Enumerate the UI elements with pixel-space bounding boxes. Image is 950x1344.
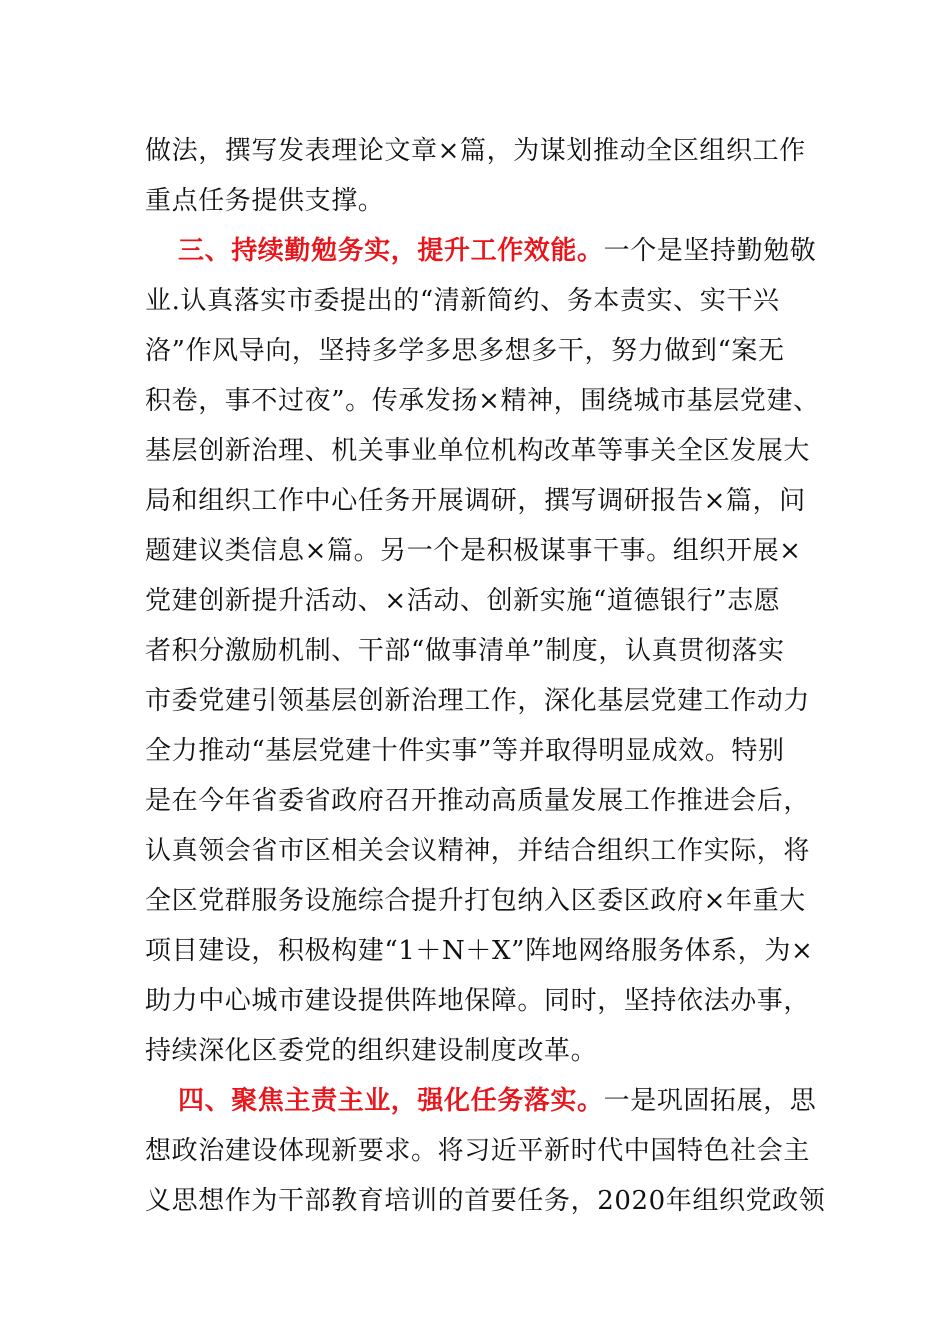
body-line: 义思想作为干部教育培训的首要任务，2020年组织党政领 [145, 1186, 826, 1216]
body-line: 项目建设，积极构建“1＋N＋X”阵地网络服务体系，为× [145, 936, 814, 966]
body-line: 局和组织工作中心任务开展调研，撰写调研报告×篇，问 [145, 486, 806, 516]
body-line: 积卷，事不过夜”。传承发扬×精神，围绕城市基层党建、 [145, 386, 820, 416]
body-line: 业.认真落实市委提出的“清新简约、务本责实、实干兴 [145, 286, 780, 316]
body-line: 党建创新提升活动、×活动、创新实施“道德银行”志愿 [145, 586, 781, 616]
section-3-lead-text: 一个是坚持勤勉敬 [603, 236, 817, 266]
body-line: 做法，撰写发表理论文章×篇，为谋划推动全区组织工作 [145, 136, 806, 166]
body-line: 想政治建设体现新要求。将习近平新时代中国特色社会主 [145, 1136, 811, 1166]
body-line: 市委党建引领基层创新治理工作，深化基层党建工作动力 [145, 686, 811, 716]
section-3-line [178, 231, 825, 271]
section-4-line [178, 1081, 825, 1121]
body-line: 基层创新治理、机关事业单位机构改革等事关全区发展大 [145, 436, 811, 466]
body-line: 重点任务提供支撑。 [145, 186, 385, 216]
body-line: 者积分激励机制、干部“做事清单”制度，认真贯彻落实 [145, 636, 785, 666]
section-4-lead-text: 一是巩固拓展，思 [603, 1086, 817, 1116]
section-4-heading: 四、聚焦主责主业，强化任务落实。 [178, 1086, 604, 1116]
body-line: 认真领会省市区相关会议精神，并结合组织工作实际，将 [145, 836, 811, 866]
body-line: 是在今年省委省政府召开推动高质量发展工作推进会后， [145, 786, 811, 816]
body-line: 持续深化区委党的组织建设制度改革。 [145, 1036, 598, 1066]
body-line: 助力中心城市建设提供阵地保障。同时，坚持依法办事， [145, 986, 811, 1016]
body-line: 全力推动“基层党建十件实事”等并取得明显成效。特别 [145, 736, 785, 766]
body-line: 题建议类信息×篇。另一个是积极谋事干事。组织开展× [145, 536, 802, 566]
body-line: 全区党群服务设施综合提升打包纳入区委区政府×年重大 [145, 886, 806, 916]
body-line: 洛”作风导向，坚持多学多思多想多干，努力做到“案无 [145, 336, 785, 366]
section-3-heading: 三、持续勤勉务实，提升工作效能。 [178, 236, 604, 266]
